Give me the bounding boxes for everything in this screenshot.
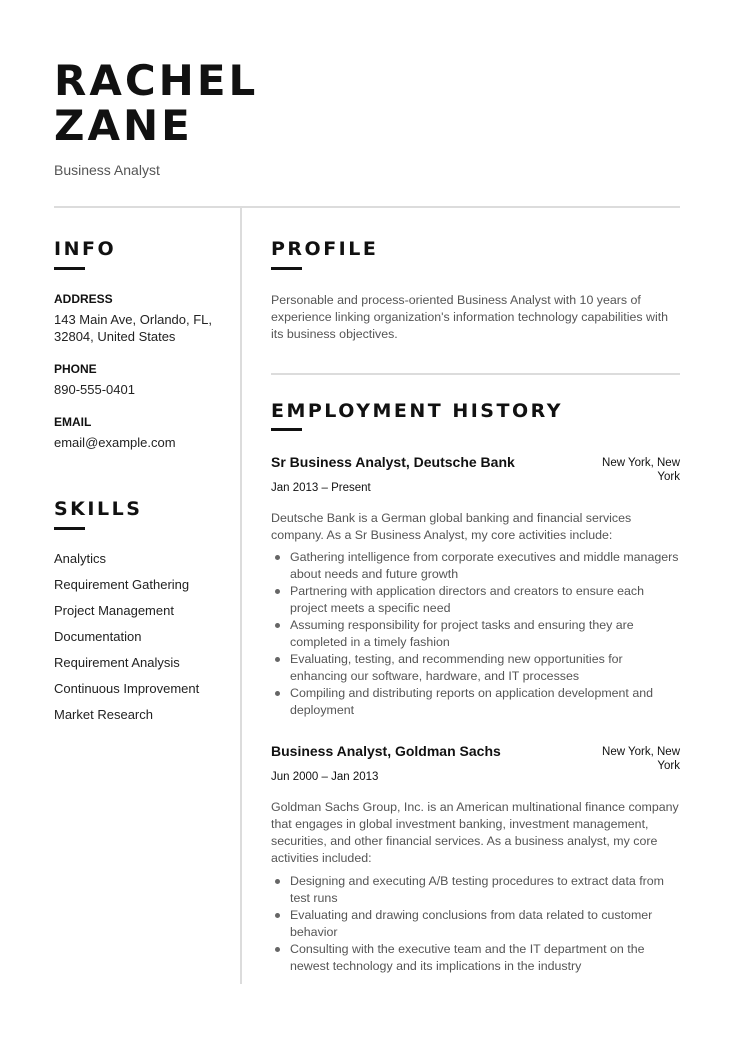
last-name: ZANE: [54, 101, 193, 150]
skill-item: Continuous Improvement: [54, 681, 200, 696]
employment-heading: EMPLOYMENT HISTORY: [271, 400, 563, 422]
skill-item: Requirement Analysis: [54, 655, 180, 670]
info-heading: INFO: [54, 238, 117, 260]
email-value: email@example.com: [54, 435, 176, 450]
job-dates: Jan 2013 – Present: [271, 482, 371, 494]
profile-heading-underline: [271, 267, 302, 270]
job-location: New York, New York: [602, 746, 680, 772]
job-description: Goldman Sachs Group, Inc. is an American multinational finance company that engages in global investment banking, investment management, securities, and other financial services. As a business analyst, my core activities included:: [271, 800, 679, 865]
skills-heading-underline: [54, 527, 85, 530]
phone-value: 890-555-0401: [54, 382, 135, 397]
job-bullet-list: [271, 549, 681, 719]
address-label: ADDRESS: [54, 292, 113, 306]
skill-item: Market Research: [54, 707, 153, 722]
job-bullet: Partnering with application directors and creators to ensure each project meets a specific need: [271, 583, 681, 617]
skill-item: Analytics: [54, 551, 107, 566]
job-location: New York, New York: [602, 457, 680, 483]
job-bullet: Evaluating and drawing conclusions from data related to customer behavior: [271, 907, 681, 941]
candidate-name: [54, 58, 258, 148]
job-bullet: Compiling and distributing reports on application development and deployment: [271, 685, 681, 719]
employment-heading-underline: [271, 428, 302, 431]
profile-heading: PROFILE: [271, 238, 379, 260]
job-bullet: Designing and executing A/B testing procedures to extract data from test runs: [271, 873, 681, 907]
profile-divider: [271, 373, 680, 375]
info-heading-underline: [54, 267, 85, 270]
job-title: Business Analyst, Goldman Sachs: [271, 743, 501, 759]
job-bullet: Consulting with the executive team and the IT department on the newest technology and its implications in the industry: [271, 941, 681, 975]
job-bullet: Assuming responsibility for project tasks and ensuring they are completed in a timely fashion: [271, 617, 681, 651]
job-description: Deutsche Bank is a German global banking and financial services company. As a Sr Business Analyst, my core activities include:: [271, 511, 632, 542]
skill-item: Project Management: [54, 603, 174, 618]
skill-item: Documentation: [54, 629, 142, 644]
job-bullet: Gathering intelligence from corporate executives and middle managers about needs and future growth: [271, 549, 681, 583]
profile-text: Personable and process-oriented Business Analyst with 10 years of experience linking organization's information technology capabilities with its business objectives.: [271, 293, 669, 341]
first-name: RACHEL: [54, 56, 259, 105]
header-divider: [54, 206, 680, 208]
email-label: EMAIL: [54, 415, 92, 429]
address-value: 143 Main Ave, Orlando, FL, 32804, United States: [54, 312, 213, 344]
phone-label: PHONE: [54, 362, 97, 376]
job-bullet: Evaluating, testing, and recommending new opportunities for enhancing our software, hardware, and IT processes: [271, 651, 681, 685]
skills-heading: SKILLS: [54, 498, 143, 520]
job-title: Sr Business Analyst, Deutsche Bank: [271, 454, 515, 470]
skill-item: Requirement Gathering: [54, 577, 190, 592]
column-divider: [240, 208, 242, 984]
job-role: Business Analyst: [54, 162, 160, 178]
job-dates: Jun 2000 – Jan 2013: [271, 771, 379, 783]
job-bullet-list: [271, 873, 681, 975]
